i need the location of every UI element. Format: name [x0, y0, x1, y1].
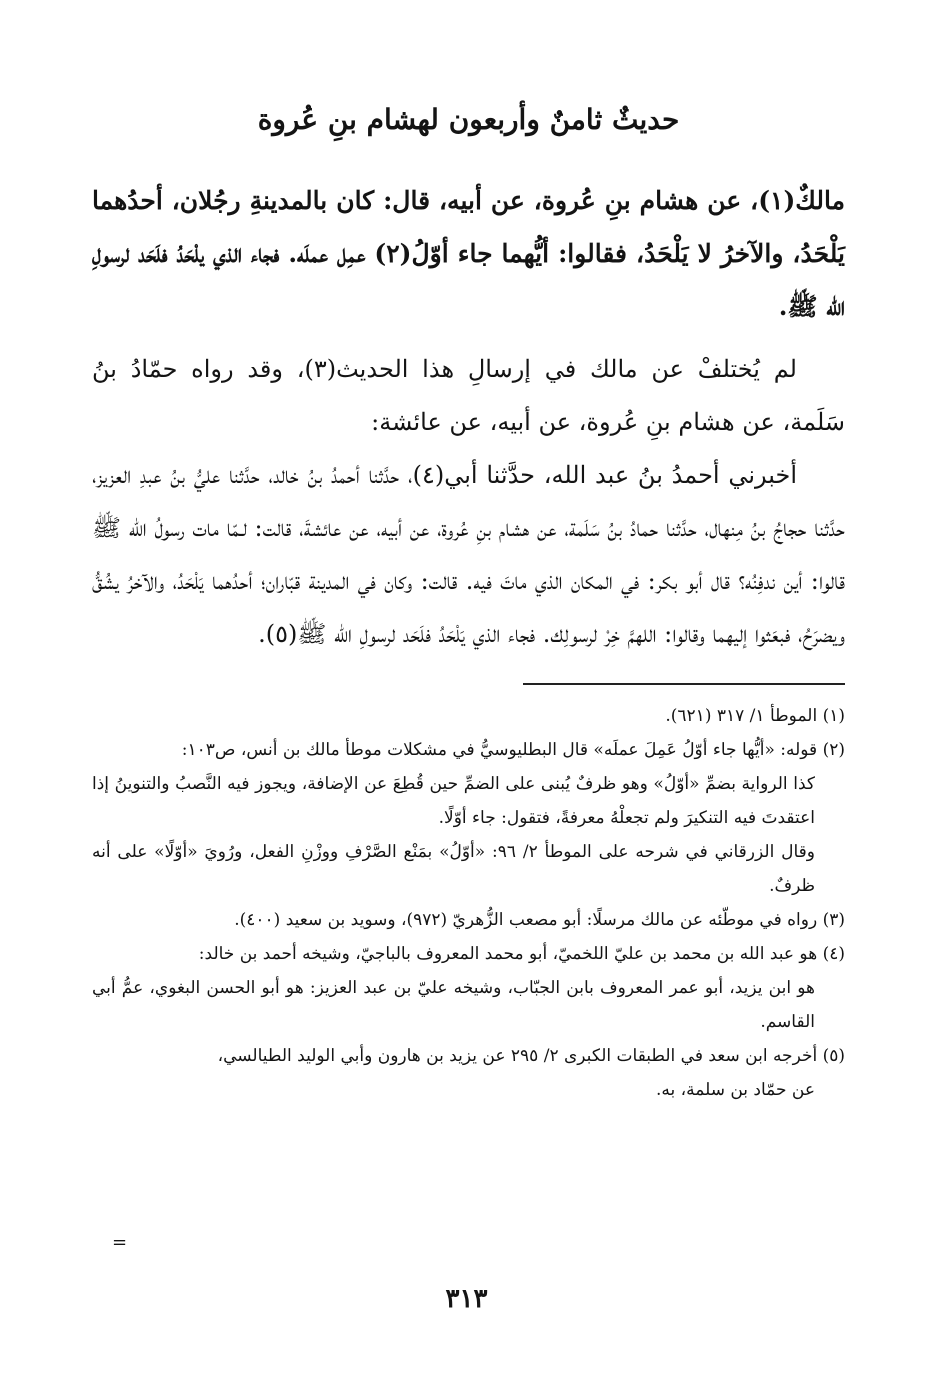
footnote-3-text: (٣) رواه في موطّئه عن مالك مرسلًا: أبو مصعب الزُّهريّ (٩٧٢)، وسويد بن سعيد (٤٠٠). [234, 910, 845, 930]
footnote-2-continuation: كذا الرواية بضمِّ «أوّلُ» وهو ظرفٌ يُبنى على الضمِّ حين قُطِعَ عن الإضافة، ويجوز فيه النَّصبُ والتنوينُ إذا اعتقدتَ فيه التنكيرَ ولم تجعلْهُ معرفةً، فتقول: جاء أوّلًا. وقال الزرقاني في شرحه على الموطأ ٢/ ٩٦: «أوّلُ» بمَنْع الصَّرْفِ ووزْنِ الفعل، ورُويَ «أوّلًا» على أنه ظرفٌ. [92, 774, 815, 896]
footnote-4 [92, 937, 845, 1039]
footnote-3 [92, 903, 845, 937]
footnote-5-continuation: عن حمّاد بن سلمة، به. [655, 1080, 815, 1100]
commentary-paragraph-1: لم يُختلفْ عن مالك في إرسالِ هذا الحديث(٣)، وقد رواه حمّادُ بنُ سَلَمة، عن هشام بنِ عُروة، عن أبيه، عن عائشة: [92, 355, 845, 436]
footnote-divider [523, 683, 845, 685]
footnote-5-text: (٥) أخرجه ابن سعد في الطبقات الكبرى ٢/ ٢٩٥ عن يزيد بن هارون وأبي الوليد الطيالسي، [217, 1046, 845, 1066]
footnote-4-text: (٤) هو عبد الله بن محمد بن عليّ اللخميّ، أبو محمد المعروف بالباجيّ، وشيخه أحمد بن خالد: [198, 944, 845, 964]
continuation-mark: = [112, 1232, 128, 1253]
page-number: ٣١٣ [445, 1284, 488, 1314]
footnote-4-continuation: هو ابن يزيد، أبو عمر المعروف بابن الجبّاب، وشيخه عليّ بن عبد العزيز: هو أبو الحسن البغوي، عمُّ أبي القاسم. [92, 978, 815, 1032]
chapter-title: حديثٌ ثامنٌ وأربعون لهشام بنِ عُروة [257, 103, 680, 136]
commentary-paragraph-2: أخبرني أحمدُ بنُ عبد الله، حدَّثنا أبي(٤)، حدَّثنا أحمدُ بنُ خالد، حدَّثنا عليُّ بنُ عبدِ العزيز، حدَّثنا حجاجُ بنُ مِنهال، حدَّثنا حمادُ بنُ سَلَمة، عن هشام بنِ عُروة، عن أبيه، عن عائشةَ، قالت: لـمّا مات رسولُ الله ﷺ قالوا: أين ندفِنُه؟ قال أبو بكر: في المكان الذي ماتَ فيه. قالت: وكان في المدينة قبّاران؛ أحدُهما يَلْحَدُ، والآخرُ يشُقُّ ويضرَحُ، فبعَثوا إليهما وقالوا: اللهمَّ خِرْ لرسولِك. فجاء الذي يَلْحَدُ فلَحَد لرسولِ الله ﷺ(٥). [92, 461, 845, 648]
hadith-text: مالكٌ(١)، عن هشام بنِ عُروة، عن أبيه، قال: كان بالمدينةِ رجُلان، أحدُهما يَلْحَدُ، والآخرُ لا يَلْحَدُ، فقالوا: أيُّهما جاء أوّلُ(٢) عمِل عملَه. فجاء الذي يلْحَدُ فلَحَد لرسولِ الله ﷺ. [92, 186, 845, 321]
footnote-5 [92, 1039, 845, 1107]
footnotes [92, 699, 845, 1107]
footnote-1-text: (١) الموطأ ١/ ٣١٧ (٦٢١). [665, 706, 845, 726]
footnote-2 [92, 733, 845, 903]
footnote-1 [92, 699, 845, 733]
footnote-2-text: (٢) قوله: «أيُّها جاء أوّلُ عَمِلَ عملَه» قال البطليوسيُّ في مشكلات موطأ مالك بن أنس، ص١٠٣: [181, 740, 845, 760]
